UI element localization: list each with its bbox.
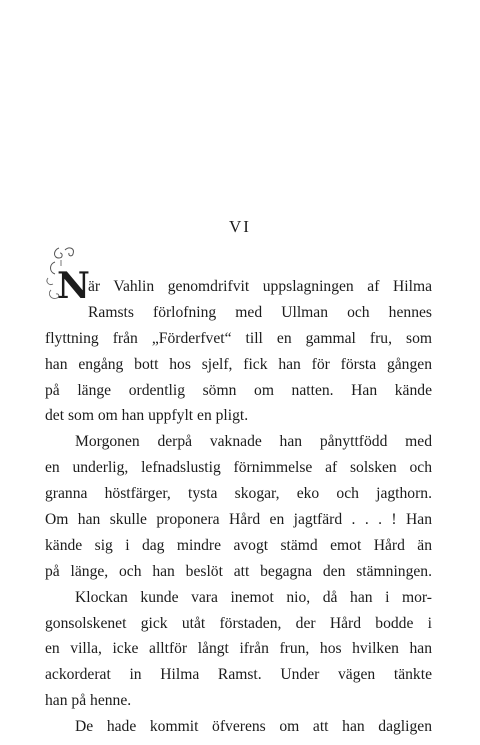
text-line: Morgonen derpå vaknade han pånyttfödd med [75,433,432,451]
text-line: en villa, icke alltför långt ifrån frun, hos hvilken han [45,640,432,658]
text-line: De hade kommit öfverens om att han dagligen [75,718,432,736]
text-line: är Vahlin genomdrifvit uppslagningen af Hilma [88,278,432,295]
text-line: han engång bott hos sjelf, fick han för första gången [45,355,432,373]
text-line: Ramsts förlofning med Ullman och hennes [88,303,432,321]
chapter-number: VI [229,217,251,236]
text-line: på länge, och han beslöt att begagna den stämningen. [45,562,432,580]
body-text [45,274,432,740]
text-line: granna höstfärger, tysta skogar, eko och jagthorn. [45,485,432,503]
text-line: en underlig, lefnadslustig förnimmelse af solsken och [45,459,432,477]
text-line: kände sig i dag mindre avogt stämd emot Hård än [45,536,432,554]
text-line: ackorderat in Hilma Ramst. Under vägen tänkte [45,666,432,684]
text-line: Klockan kunde vara inemot nio, då han i mor- [75,588,432,606]
drop-cap-letter: N [57,265,90,307]
text-line: han på henne. [45,692,132,710]
text-line: det som om han uppfylt en pligt. [45,407,249,425]
text-line: flyttning från „Förderfvet“ till en gammal fru, som [45,329,432,347]
text-line: gonsolskenet gick utåt förstaden, der Hård bodde i [45,614,432,632]
text-line: på länge ordentlig sömn om natten. Han kände [45,381,432,399]
text-line: Om han skulle proponera Hård en jagtfärd . . . ! Han [45,511,432,529]
